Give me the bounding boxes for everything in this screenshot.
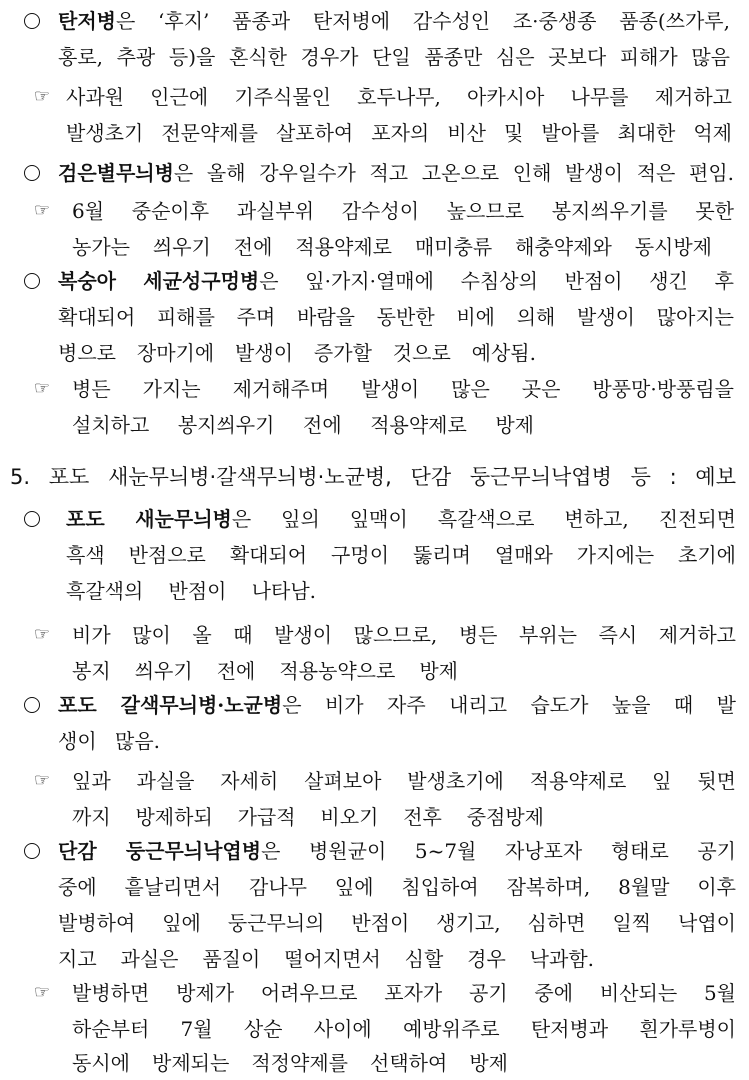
item-text: 흑색 반점으로 확대되어 구멍이 뚫리며 열매와 가지에는 초기에 — [66, 543, 736, 567]
item-title: 탄저병 — [58, 9, 116, 33]
circle-bullet-icon — [24, 273, 40, 289]
action-grape-brown-line1 — [0, 764, 749, 798]
section-title: 5. 포도 새눈무늬병·갈색무늬병·노균병, 단감 둥근무늬낙엽병 등 : 예보 — [10, 465, 736, 489]
action-grape-brown-line2 — [0, 800, 749, 834]
action-text: 까지 방제하되 가급적 비오기 전후 중점방제 — [72, 805, 544, 829]
action-grape-anthracnose-line2 — [0, 654, 749, 688]
item-text: 은 병원균이 5~7월 자낭포자 형태로 공기 — [261, 839, 737, 863]
pointing-hand-icon: ☞ — [33, 624, 51, 645]
pointing-hand-icon: ☞ — [33, 200, 51, 221]
action-text: 설치하고 봉지씌우기 전에 적용약제로 방제 — [72, 413, 534, 437]
action-text: 봉지 씌우기 전에 적용농약으로 방제 — [72, 659, 458, 683]
item-anthracnose-line1 — [0, 4, 749, 38]
item-text: 병으로 장마기에 발생이 증가할 것으로 예상됨. — [58, 341, 536, 365]
action-text: 발생초기 전문약제를 살포하여 포자의 비산 및 발아를 최대한 억제 — [66, 121, 732, 145]
item-grape-brown-line2 — [0, 724, 749, 758]
item-persimmon-line1 — [0, 834, 749, 868]
action-persimmon-line2 — [0, 1012, 749, 1046]
circle-bullet-icon — [24, 697, 40, 713]
item-text: 확대되어 피해를 주며 바람을 동반한 비에 의해 발생이 많아지는 — [58, 305, 734, 329]
action-text: 잎과 과실을 자세히 살펴보아 발생초기에 적용약제로 잎 뒷면 — [72, 769, 736, 793]
item-text: 흑갈색의 반점이 나타남. — [66, 579, 316, 603]
action-persimmon-line1 — [0, 976, 749, 1010]
action-text: 비가 많이 올 때 발생이 많으므로, 병든 부위는 즉시 제거하고 — [72, 623, 736, 647]
item-persimmon-line3 — [0, 906, 749, 940]
item-title: 복숭아 세균성구멍병 — [58, 269, 260, 293]
item-grape-brown-line1 — [0, 688, 749, 722]
item-text: 은 잎의 잎맥이 흑갈색으로 변하고, 진전되면 — [231, 507, 737, 531]
item-text: 홍로, 추광 등)을 혼식한 경우가 단일 품종만 심은 곳보다 피해가 많음 — [58, 45, 730, 69]
item-peach-line1 — [0, 264, 749, 298]
item-anthracnose-line2 — [0, 40, 749, 74]
action-text: 동시에 방제되는 적정약제를 선택하여 방제 — [72, 1051, 508, 1075]
pointing-hand-icon: ☞ — [33, 378, 51, 399]
action-anthracnose-line1 — [0, 80, 749, 114]
item-persimmon-line2 — [0, 870, 749, 904]
item-scab-line1 — [0, 156, 749, 190]
pointing-hand-icon: ☞ — [33, 770, 51, 791]
item-text: 은 ‘후지’ 품종과 탄저병에 감수성인 조·중생종 품종(쓰가루, — [115, 9, 730, 33]
action-text: 병든 가지는 제거해주며 발생이 많은 곳은 방풍망·방풍림을 — [72, 377, 734, 401]
pointing-hand-icon: ☞ — [33, 982, 51, 1003]
item-text: 생이 많음. — [58, 729, 160, 753]
action-peach-line1 — [0, 372, 749, 406]
item-title: 포도 새눈무늬병 — [66, 507, 232, 531]
item-grape-anthracnose-line3 — [0, 574, 749, 608]
item-persimmon-line4 — [0, 942, 749, 976]
action-text: 사과원 인근에 기주식물인 호두나무, 아카시아 나무를 제거하고 — [66, 85, 732, 109]
item-title: 검은별무늬병 — [58, 161, 174, 185]
item-grape-anthracnose-line2 — [0, 538, 749, 572]
item-peach-line2 — [0, 300, 749, 334]
pointing-hand-icon: ☞ — [33, 86, 51, 107]
circle-bullet-icon — [24, 843, 40, 859]
item-title: 단감 둥근무늬낙엽병 — [58, 839, 262, 863]
action-text: 6월 중순이후 과실부위 감수성이 높으므로 봉지씌우기를 못한 — [72, 199, 734, 223]
action-peach-line2 — [0, 408, 749, 442]
item-peach-line3 — [0, 336, 749, 370]
action-anthracnose-line2 — [0, 116, 749, 150]
item-grape-anthracnose-line1 — [0, 502, 749, 536]
circle-bullet-icon — [24, 511, 40, 527]
item-text: 발병하여 잎에 둥근무늬의 반점이 생기고, 심하면 일찍 낙엽이 — [58, 911, 736, 935]
action-text: 농가는 씌우기 전에 적용약제로 매미충류 해충약제와 동시방제 — [72, 235, 712, 259]
action-grape-anthracnose-line1 — [0, 618, 749, 652]
action-text: 발병하면 방제가 어려우므로 포자가 공기 중에 비산되는 5월 — [72, 981, 736, 1005]
item-text: 지고 과실은 품질이 떨어지면서 심할 경우 낙과함. — [58, 947, 594, 971]
action-scab-line2 — [0, 230, 749, 264]
action-scab-line1 — [0, 194, 749, 228]
action-persimmon-line3 — [0, 1046, 749, 1080]
item-title: 포도 갈색무늬병·노균병 — [58, 693, 283, 717]
item-text: 중에 흩날리면서 감나무 잎에 침입하여 잠복하며, 8월말 이후 — [58, 875, 736, 899]
item-text: 은 비가 자주 내리고 습도가 높을 때 발 — [282, 693, 736, 717]
action-text: 하순부터 7월 상순 사이에 예방위주로 탄저병과 흰가루병이 — [72, 1017, 736, 1041]
section-heading — [0, 460, 749, 494]
item-text: 은 잎·가지·열매에 수침상의 반점이 생긴 후 — [259, 269, 734, 293]
item-text: 은 올해 강우일수가 적고 고온으로 인해 발생이 적은 편임. — [173, 161, 734, 185]
circle-bullet-icon — [24, 165, 40, 181]
circle-bullet-icon — [24, 13, 40, 29]
